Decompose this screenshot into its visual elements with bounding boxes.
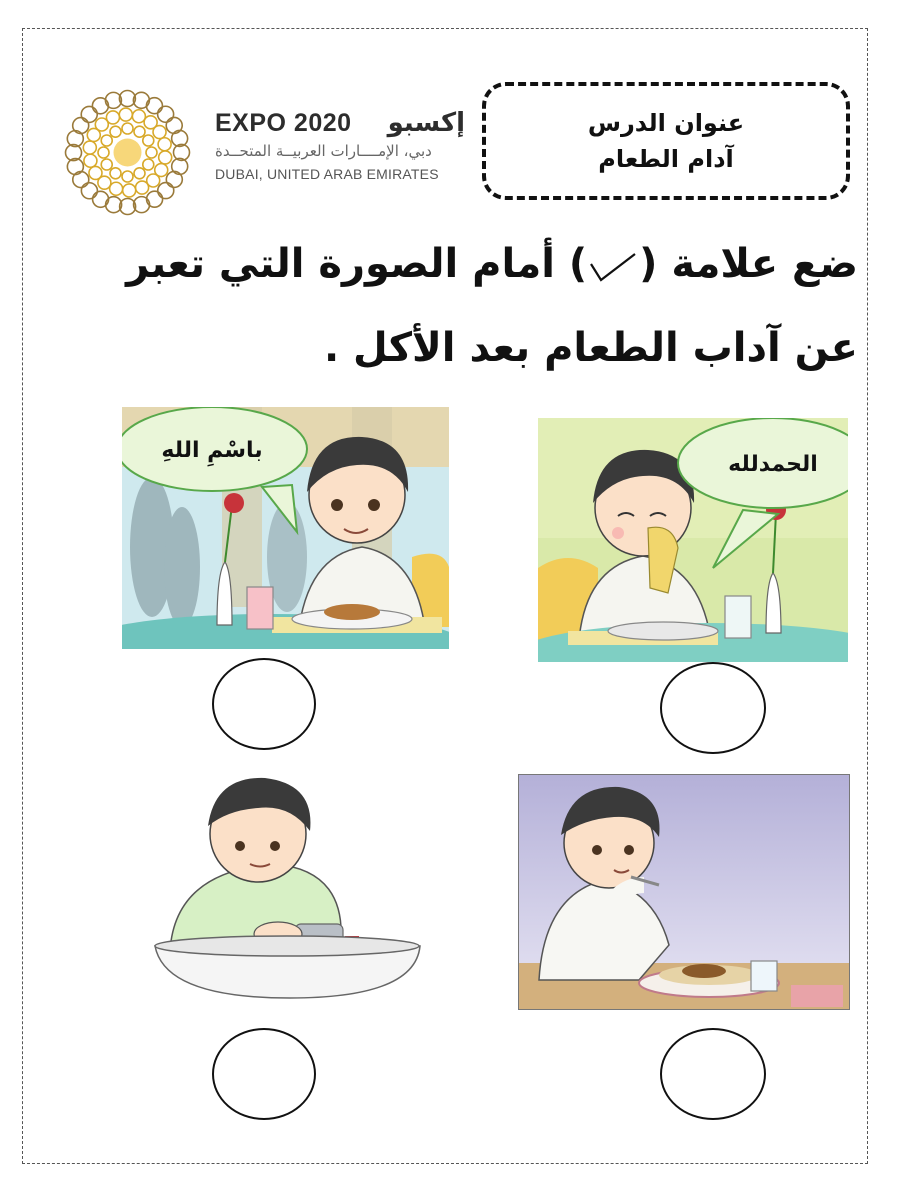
instruction-part-1: ضع علامة ( bbox=[639, 241, 858, 287]
expo-english: EXPO 2020 bbox=[215, 108, 352, 137]
instruction-part-2: ) أمام الصورة التي تعبر bbox=[126, 241, 588, 287]
expo-arabic-subtitle: دبي، الإمــــارات العربيــة المتحــدة bbox=[215, 142, 432, 160]
speech-alhamdulillah: الحمدلله bbox=[728, 452, 818, 477]
lesson-name: آدام الطعام bbox=[598, 145, 734, 173]
answer-circle-alhamdulillah[interactable] bbox=[660, 662, 766, 754]
expo-arabic: إكسبو bbox=[387, 108, 465, 138]
instruction-line-1 bbox=[98, 222, 858, 306]
lesson-label: عنوان الدرس bbox=[587, 109, 745, 137]
instruction-text bbox=[98, 222, 858, 390]
expo-sunburst-logo bbox=[55, 80, 200, 225]
lesson-title-box bbox=[482, 82, 850, 200]
picture-boy-eating bbox=[518, 774, 850, 1010]
speech-bismillah: باسْمِ اللهِ bbox=[161, 438, 263, 463]
picture-boy-washing-hands bbox=[150, 776, 430, 1004]
answer-circle-washing[interactable] bbox=[212, 1028, 316, 1120]
picture-boy-alhamdulillah bbox=[538, 418, 848, 662]
answer-circle-bismillah[interactable] bbox=[212, 658, 316, 750]
answer-circle-eating[interactable] bbox=[660, 1028, 766, 1120]
check-mark-icon bbox=[587, 246, 639, 286]
expo-english-subtitle: DUBAI, UNITED ARAB EMIRATES bbox=[215, 166, 439, 182]
instruction-line-2: عن آداب الطعام بعد الأكل . bbox=[323, 325, 858, 371]
picture-boy-bismillah bbox=[122, 407, 449, 649]
expo-wordmark bbox=[215, 108, 465, 182]
